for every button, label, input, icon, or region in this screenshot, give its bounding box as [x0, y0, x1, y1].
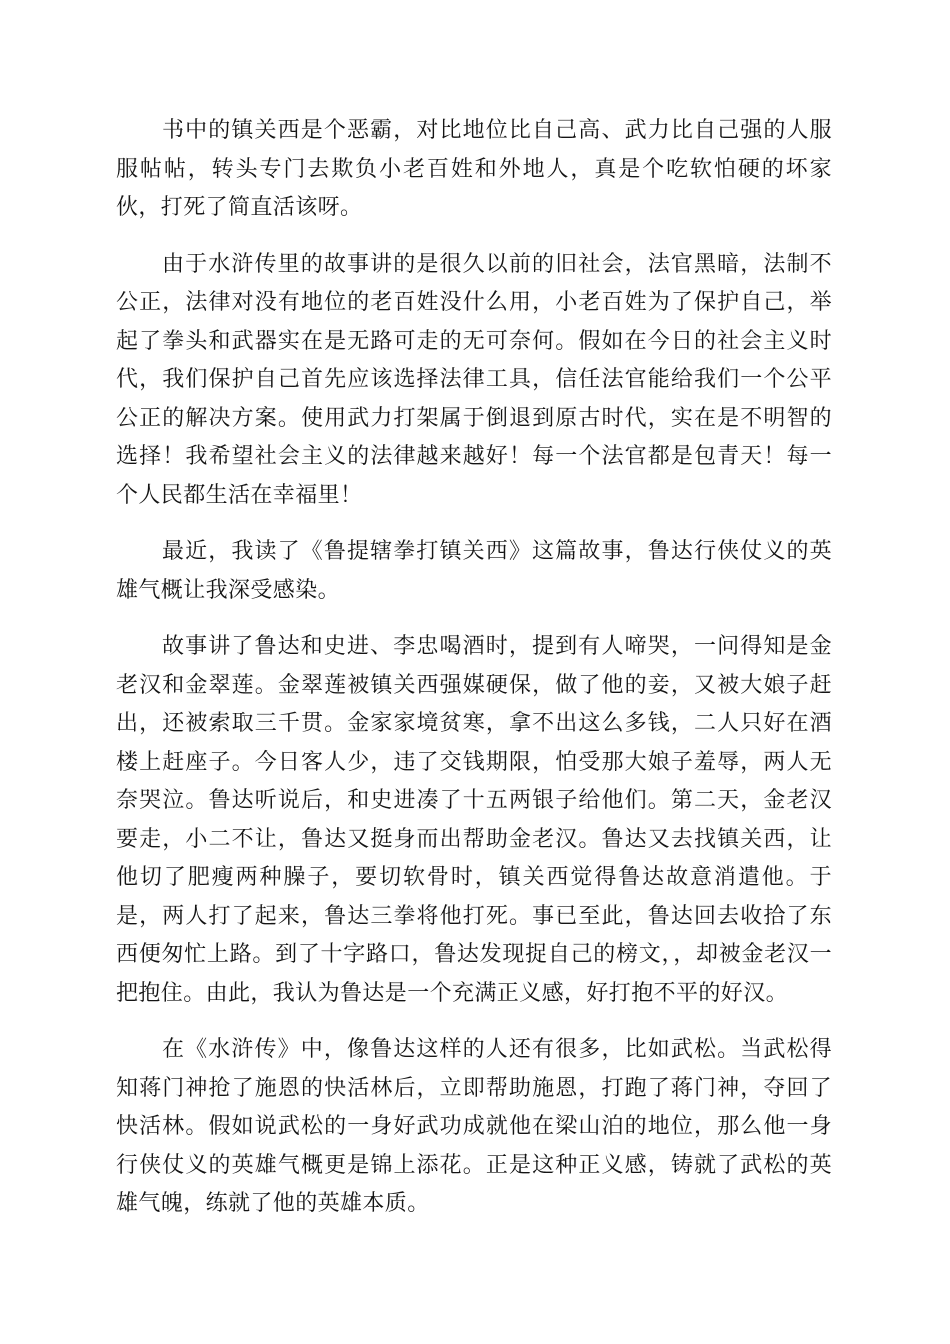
paragraph-4: 故事讲了鲁达和史进、李忠喝酒时，提到有人啼哭，一问得知是金老汉和金翠莲。金翠莲被镇关西强媒硬保，做了他的妾，又被大娘子赶出，还被索取三千贯。金家家境贫寒，拿不出这么多钱，二人只好在酒楼上赶座子。今日客人少，违了交钱期限，怕受那大娘子羞辱，两人无奈哭泣。鲁达听说后，和史进凑了十五两银子给他们。第二天，金老汉要走，小二不让，鲁达又挺身而出帮助金老汉。鲁达又去找镇关西，让他切了肥瘦两种臊子，要切软骨时，镇关西觉得鲁达故意消遣他。于是，两人打了起来，鲁达三拳将他打死。事已至此，鲁达回去收拾了东西便匆忙上路。到了十字路口，鲁达发现捉自己的榜文，，却被金老汉一把抱住。由此，我认为鲁达是一个充满正义感，好打抱不平的好汉。	[116, 634, 832, 1006]
document-body	[116, 112, 832, 1242]
paragraph-1: 书中的镇关西是个恶霸，对比地位比自己高、武力比自己强的人服服帖帖，转头专门去欺负小老百姓和外地人，真是个吃软怕硬的坏家伙，打死了简直活该呀。	[116, 118, 832, 220]
paragraph-5: 在《水浒传》中，像鲁达这样的人还有很多，比如武松。当武松得知蒋门神抢了施恩的快活林后，立即帮助施恩，打跑了蒋门神，夺回了快活林。假如说武松的一身好武功成就他在梁山泊的地位，那么他一身行侠仗义的英雄气概更是锦上添花。正是这种正义感，铸就了武松的英雄气魄，练就了他的英雄本质。	[116, 1037, 832, 1216]
paragraph-2: 由于水浒传里的故事讲的是很久以前的旧社会，法官黑暗，法制不公正，法律对没有地位的老百姓没什么用，小老百姓为了保护自己，举起了拳头和武器实在是无路可走的无可奈何。假如在今日的社会主义时代，我们保护自己首先应该选择法律工具，信任法官能给我们一个公平公正的解决方案。使用武力打架属于倒退到原古时代，实在是不明智的选择！我希望社会主义的法律越来越好！每一个法官都是包青天！每一个人民都生活在幸福里！	[116, 251, 832, 508]
paragraph-3: 最近，我读了《鲁提辖拳打镇关西》这篇故事，鲁达行侠仗义的英雄气概让我深受感染。	[116, 539, 832, 603]
